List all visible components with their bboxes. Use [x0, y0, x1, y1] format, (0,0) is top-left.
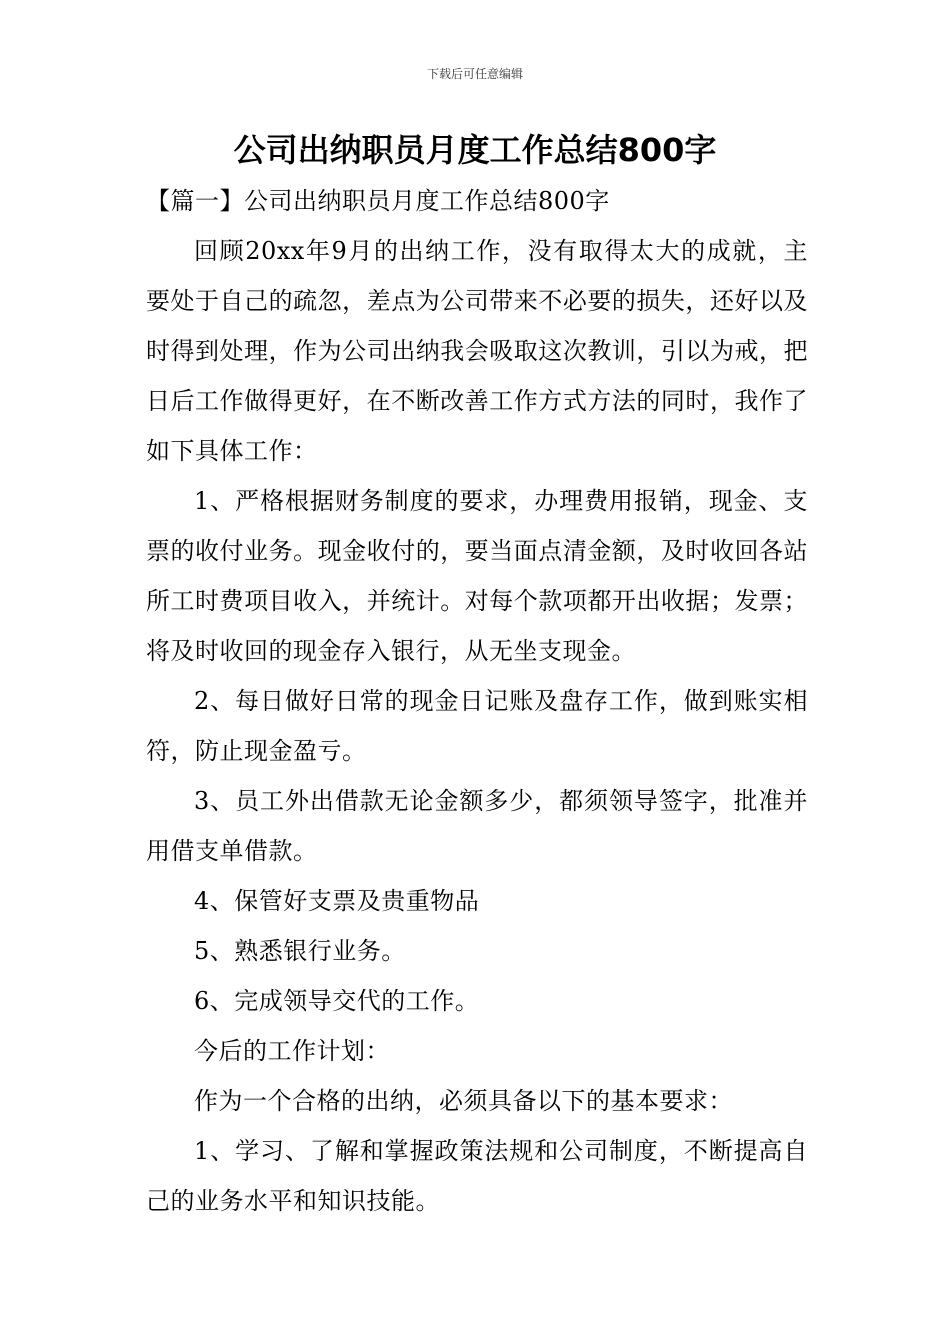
paragraph-requirements: 作为一个合格的出纳，必须具备以下的基本要求：: [194, 1087, 733, 1115]
paragraph-item-5: 5、熟悉银行业务。: [194, 937, 406, 965]
paragraph-item-4: 4、保管好支票及贵重物品: [194, 887, 480, 915]
paragraph-intro: 回顾20xx年9月的出纳工作，没有取得太大的成就，主要处于自己的疏忽，差点为公司带来不必要的损失，还好以及时得到处理，作为公司出纳我会吸取这次教训，引以为戒，把日后工作做得更好，在不断改善工作方式方法的同时，我作了如下具体工作：: [146, 237, 808, 465]
paragraph-item-6: 6、完成领导交代的工作。: [194, 987, 480, 1015]
paragraph-item-3: 3、员工外出借款无论金额多少，都须领导签字，批准并用借支单借款。: [146, 787, 808, 865]
paragraph-requirement-1: 1、学习、了解和掌握政策法规和公司制度，不断提高自己的业务水平和知识技能。: [146, 1137, 808, 1215]
paragraph-item-1: 1、严格根据财务制度的要求，办理费用报销，现金、支票的收付业务。现金收付的，要当面点清金额，及时收回各站所工时费项目收入，并统计。对每个款项都开出收据；发票；将及时收回的现金存入银行，从无坐支现金。: [146, 487, 808, 665]
paragraph-item-2: 2、每日做好日常的现金日记账及盘存工作，做到账实相符，防止现金盈亏。: [146, 687, 808, 765]
document-title: 公司出纳职员月度工作总结800字: [233, 131, 717, 169]
paragraph-plan-heading: 今后的工作计划：: [194, 1037, 390, 1065]
header-note: 下载后可任意编辑: [426, 67, 523, 81]
document-body: [146, 176, 808, 1226]
section-heading: 【篇一】公司出纳职员月度工作总结800字: [146, 187, 610, 215]
